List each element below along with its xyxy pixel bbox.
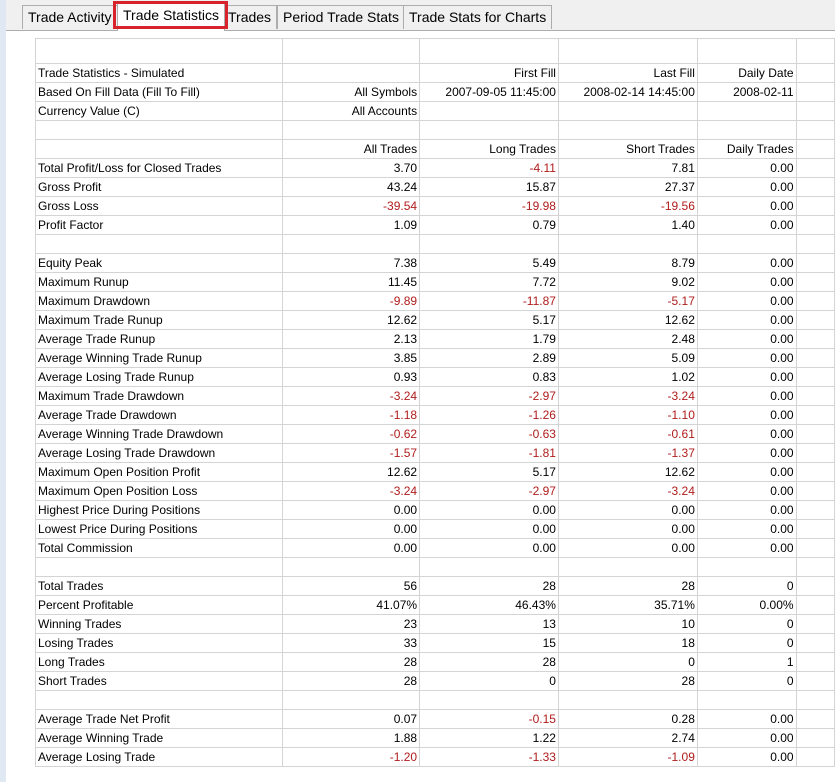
cell-long-trades: 1.79 bbox=[420, 330, 559, 349]
cell-daily-trades: 0.00 bbox=[697, 159, 796, 178]
cell-all-trades: 23 bbox=[283, 615, 420, 634]
cell-short-trades: 10 bbox=[558, 615, 697, 634]
cell-daily-trades: 0.00 bbox=[697, 368, 796, 387]
empty-cell bbox=[796, 425, 834, 444]
top-spacer-row bbox=[36, 39, 835, 64]
cell-long-trades: -19.98 bbox=[420, 197, 559, 216]
empty-cell bbox=[796, 729, 834, 748]
table-row bbox=[36, 729, 835, 748]
table-row bbox=[36, 653, 835, 672]
table-row bbox=[36, 615, 835, 634]
table-row bbox=[36, 425, 835, 444]
empty-cell bbox=[796, 292, 834, 311]
cell-long-trades: -0.15 bbox=[420, 710, 559, 729]
row-label: Average Losing Trade bbox=[36, 748, 283, 767]
cell-short-trades: 28 bbox=[558, 577, 697, 596]
cell-short-trades: 0.00 bbox=[558, 539, 697, 558]
empty-cell bbox=[796, 634, 834, 653]
cell-short-trades: 28 bbox=[558, 672, 697, 691]
empty-cell bbox=[796, 178, 834, 197]
row-label: Lowest Price During Positions bbox=[36, 520, 283, 539]
cell-all-trades: -1.57 bbox=[283, 444, 420, 463]
cell-all-trades: 33 bbox=[283, 634, 420, 653]
empty-cell bbox=[796, 216, 834, 235]
cell-all-trades: 1.09 bbox=[283, 216, 420, 235]
table-row bbox=[36, 482, 835, 501]
cell-all-trades: 0.93 bbox=[283, 368, 420, 387]
table-row bbox=[36, 159, 835, 178]
cell-long-trades: 13 bbox=[420, 615, 559, 634]
empty-cell bbox=[796, 501, 834, 520]
daily-date-value: 2008-02-11 bbox=[697, 83, 796, 102]
table-row bbox=[36, 501, 835, 520]
cell-long-trades: 0.83 bbox=[420, 368, 559, 387]
cell-long-trades: 1.22 bbox=[420, 729, 559, 748]
spacer-row bbox=[36, 691, 835, 710]
accounts-value: All Accounts bbox=[283, 102, 420, 121]
cell-short-trades: 0.00 bbox=[558, 501, 697, 520]
cell-all-trades: 43.24 bbox=[283, 178, 420, 197]
cell-all-trades: -1.18 bbox=[283, 406, 420, 425]
cell-long-trades: -2.97 bbox=[420, 482, 559, 501]
table-row bbox=[36, 254, 835, 273]
row-label: Average Winning Trade Runup bbox=[36, 349, 283, 368]
table-row bbox=[36, 368, 835, 387]
currency-label: Currency Value (C) bbox=[36, 102, 283, 121]
row-label: Average Winning Trade bbox=[36, 729, 283, 748]
cell-long-trades: -2.97 bbox=[420, 387, 559, 406]
table-row bbox=[36, 577, 835, 596]
row-label: Average Winning Trade Drawdown bbox=[36, 425, 283, 444]
cell-short-trades: 5.09 bbox=[558, 349, 697, 368]
row-label: Percent Profitable bbox=[36, 596, 283, 615]
cell-short-trades: -5.17 bbox=[558, 292, 697, 311]
empty-cell bbox=[796, 748, 834, 767]
cell-daily-trades: 0.00 bbox=[697, 501, 796, 520]
cell-short-trades: -1.09 bbox=[558, 748, 697, 767]
cell-daily-trades: 0.00 bbox=[697, 349, 796, 368]
empty-cell bbox=[796, 254, 834, 273]
cell-all-trades: -0.62 bbox=[283, 425, 420, 444]
row-label: Winning Trades bbox=[36, 615, 283, 634]
cell-short-trades: 2.74 bbox=[558, 729, 697, 748]
cell-short-trades: 0.00 bbox=[558, 520, 697, 539]
row-label: Average Losing Trade Runup bbox=[36, 368, 283, 387]
tab-strip bbox=[6, 0, 835, 31]
cell-long-trades: 0 bbox=[420, 672, 559, 691]
cell-long-trades: 0.00 bbox=[420, 539, 559, 558]
row-label: Average Trade Net Profit bbox=[36, 710, 283, 729]
cell-daily-trades: 0.00 bbox=[697, 330, 796, 349]
empty-cell bbox=[796, 615, 834, 634]
row-label: Gross Profit bbox=[36, 178, 283, 197]
empty-cell bbox=[796, 273, 834, 292]
cell-daily-trades: 1 bbox=[697, 653, 796, 672]
cell-long-trades: -11.87 bbox=[420, 292, 559, 311]
first-fill-label: First Fill bbox=[420, 64, 559, 83]
tab-trade-stats-for-charts[interactable]: Trade Stats for Charts bbox=[403, 5, 552, 29]
cell-long-trades: -4.11 bbox=[420, 159, 559, 178]
fill-data-label: Based On Fill Data (Fill To Fill) bbox=[36, 83, 283, 102]
cell-short-trades: 9.02 bbox=[558, 273, 697, 292]
cell-all-trades: 56 bbox=[283, 577, 420, 596]
row-label: Average Losing Trade Drawdown bbox=[36, 444, 283, 463]
cell-short-trades: -1.10 bbox=[558, 406, 697, 425]
statistics-panel bbox=[6, 31, 835, 782]
cell-long-trades: 5.17 bbox=[420, 311, 559, 330]
row-label: Average Trade Runup bbox=[36, 330, 283, 349]
empty-cell bbox=[796, 387, 834, 406]
spacer-row bbox=[36, 121, 835, 140]
col-header-daily-trades: Daily Trades bbox=[697, 140, 796, 159]
cell-daily-trades: 0.00% bbox=[697, 596, 796, 615]
cell-long-trades: 5.49 bbox=[420, 254, 559, 273]
empty-cell bbox=[796, 482, 834, 501]
cell-all-trades: 0.00 bbox=[283, 520, 420, 539]
cell-daily-trades: 0.00 bbox=[697, 406, 796, 425]
last-fill-value: 2008-02-14 14:45:00 bbox=[558, 83, 697, 102]
cell-long-trades: -1.26 bbox=[420, 406, 559, 425]
cell-daily-trades: 0.00 bbox=[697, 216, 796, 235]
empty-cell bbox=[796, 539, 834, 558]
table-row bbox=[36, 216, 835, 235]
empty-cell bbox=[796, 653, 834, 672]
table-row bbox=[36, 463, 835, 482]
cell-daily-trades: 0.00 bbox=[697, 311, 796, 330]
table-row bbox=[36, 292, 835, 311]
cell-long-trades: 5.17 bbox=[420, 463, 559, 482]
cell-long-trades: 15.87 bbox=[420, 178, 559, 197]
cell-long-trades: 0.79 bbox=[420, 216, 559, 235]
cell-daily-trades: 0.00 bbox=[697, 197, 796, 216]
cell-all-trades: 11.45 bbox=[283, 273, 420, 292]
cell-daily-trades: 0 bbox=[697, 634, 796, 653]
cell-short-trades: 0.28 bbox=[558, 710, 697, 729]
trade-statistics-grid bbox=[35, 38, 835, 767]
col-header-long-trades: Long Trades bbox=[420, 140, 559, 159]
cell-all-trades: 1.88 bbox=[283, 729, 420, 748]
empty-cell bbox=[796, 672, 834, 691]
cell-short-trades: 35.71% bbox=[558, 596, 697, 615]
cell-all-trades: 3.85 bbox=[283, 349, 420, 368]
cell-daily-trades: 0.00 bbox=[697, 387, 796, 406]
cell-short-trades: 12.62 bbox=[558, 311, 697, 330]
cell-all-trades: 3.70 bbox=[283, 159, 420, 178]
cell-short-trades: 8.79 bbox=[558, 254, 697, 273]
cell-daily-trades: 0 bbox=[697, 615, 796, 634]
row-label: Losing Trades bbox=[36, 634, 283, 653]
table-row bbox=[36, 387, 835, 406]
first-fill-value: 2007-09-05 11:45:00 bbox=[420, 83, 559, 102]
row-label: Gross Loss bbox=[36, 197, 283, 216]
empty-cell bbox=[796, 349, 834, 368]
fill-data-row bbox=[36, 83, 835, 102]
table-row bbox=[36, 634, 835, 653]
cell-short-trades: -19.56 bbox=[558, 197, 697, 216]
report-title: Trade Statistics - Simulated bbox=[36, 64, 283, 83]
row-label: Short Trades bbox=[36, 672, 283, 691]
cell-all-trades: -3.24 bbox=[283, 482, 420, 501]
empty-cell bbox=[796, 463, 834, 482]
cell-long-trades: 0.00 bbox=[420, 501, 559, 520]
cell-long-trades: 2.89 bbox=[420, 349, 559, 368]
tab-period-trade-stats[interactable]: Period Trade Stats bbox=[277, 5, 405, 29]
cell-daily-trades: 0.00 bbox=[697, 539, 796, 558]
empty-cell bbox=[796, 577, 834, 596]
table-row bbox=[36, 178, 835, 197]
tab-trades[interactable]: Trades bbox=[222, 5, 277, 29]
table-row bbox=[36, 349, 835, 368]
cell-short-trades: -0.61 bbox=[558, 425, 697, 444]
cell-all-trades: -3.24 bbox=[283, 387, 420, 406]
empty-cell bbox=[796, 596, 834, 615]
cell-short-trades: 18 bbox=[558, 634, 697, 653]
cell-all-trades: 41.07% bbox=[283, 596, 420, 615]
empty-cell bbox=[796, 368, 834, 387]
cell-short-trades: 2.48 bbox=[558, 330, 697, 349]
row-label: Profit Factor bbox=[36, 216, 283, 235]
cell-daily-trades: 0.00 bbox=[697, 482, 796, 501]
title-row bbox=[36, 64, 835, 83]
empty-cell bbox=[796, 330, 834, 349]
empty-cell bbox=[796, 197, 834, 216]
symbols-value: All Symbols bbox=[283, 83, 420, 102]
cell-long-trades: -1.81 bbox=[420, 444, 559, 463]
cell-long-trades: 15 bbox=[420, 634, 559, 653]
cell-short-trades: 12.62 bbox=[558, 463, 697, 482]
cell-long-trades: 46.43% bbox=[420, 596, 559, 615]
cell-daily-trades: 0.00 bbox=[697, 748, 796, 767]
tab-trade-statistics[interactable]: Trade Statistics bbox=[117, 3, 225, 31]
table-row bbox=[36, 710, 835, 729]
table-row bbox=[36, 311, 835, 330]
row-label: Maximum Trade Drawdown bbox=[36, 387, 283, 406]
cell-all-trades: -1.20 bbox=[283, 748, 420, 767]
cell-daily-trades: 0.00 bbox=[697, 178, 796, 197]
cell-all-trades: 28 bbox=[283, 672, 420, 691]
cell-all-trades: -9.89 bbox=[283, 292, 420, 311]
cell-daily-trades: 0.00 bbox=[697, 444, 796, 463]
table-row bbox=[36, 748, 835, 767]
last-fill-label: Last Fill bbox=[558, 64, 697, 83]
spacer-row bbox=[36, 558, 835, 577]
cell-all-trades: -39.54 bbox=[283, 197, 420, 216]
cell-all-trades: 0.00 bbox=[283, 539, 420, 558]
cell-long-trades: 7.72 bbox=[420, 273, 559, 292]
col-header-all-trades: All Trades bbox=[283, 140, 420, 159]
table-row bbox=[36, 520, 835, 539]
empty-cell bbox=[796, 311, 834, 330]
empty-cell bbox=[796, 710, 834, 729]
cell-all-trades: 12.62 bbox=[283, 463, 420, 482]
cell-daily-trades: 0.00 bbox=[697, 710, 796, 729]
empty-cell bbox=[796, 444, 834, 463]
cell-daily-trades: 0 bbox=[697, 577, 796, 596]
currency-row bbox=[36, 102, 835, 121]
row-label: Long Trades bbox=[36, 653, 283, 672]
tab-trade-activity[interactable]: Trade Activity bbox=[22, 5, 118, 29]
cell-daily-trades: 0.00 bbox=[697, 425, 796, 444]
row-label: Highest Price During Positions bbox=[36, 501, 283, 520]
empty-cell bbox=[796, 159, 834, 178]
cell-long-trades: 28 bbox=[420, 653, 559, 672]
table-row bbox=[36, 596, 835, 615]
row-label: Maximum Trade Runup bbox=[36, 311, 283, 330]
cell-daily-trades: 0 bbox=[697, 672, 796, 691]
table-row bbox=[36, 672, 835, 691]
row-label: Total Trades bbox=[36, 577, 283, 596]
table-row bbox=[36, 406, 835, 425]
cell-short-trades: -3.24 bbox=[558, 387, 697, 406]
cell-all-trades: 0.00 bbox=[283, 501, 420, 520]
cell-daily-trades: 0.00 bbox=[697, 463, 796, 482]
cell-long-trades: -1.33 bbox=[420, 748, 559, 767]
cell-short-trades: 1.02 bbox=[558, 368, 697, 387]
cell-short-trades: 27.37 bbox=[558, 178, 697, 197]
cell-daily-trades: 0.00 bbox=[697, 729, 796, 748]
cell-short-trades: -3.24 bbox=[558, 482, 697, 501]
column-header-row bbox=[36, 140, 835, 159]
cell-all-trades: 28 bbox=[283, 653, 420, 672]
cell-daily-trades: 0.00 bbox=[697, 292, 796, 311]
col-header-short-trades: Short Trades bbox=[558, 140, 697, 159]
row-label: Average Trade Drawdown bbox=[36, 406, 283, 425]
row-label: Maximum Drawdown bbox=[36, 292, 283, 311]
cell-short-trades: 7.81 bbox=[558, 159, 697, 178]
cell-daily-trades: 0.00 bbox=[697, 273, 796, 292]
cell-long-trades: -0.63 bbox=[420, 425, 559, 444]
row-label: Total Commission bbox=[36, 539, 283, 558]
table-row bbox=[36, 197, 835, 216]
table-row bbox=[36, 444, 835, 463]
empty-cell bbox=[796, 406, 834, 425]
row-label: Maximum Open Position Profit bbox=[36, 463, 283, 482]
table-row bbox=[36, 330, 835, 349]
cell-all-trades: 12.62 bbox=[283, 311, 420, 330]
row-label: Maximum Runup bbox=[36, 273, 283, 292]
cell-long-trades: 28 bbox=[420, 577, 559, 596]
cell-daily-trades: 0.00 bbox=[697, 254, 796, 273]
cell-daily-trades: 0.00 bbox=[697, 520, 796, 539]
cell-all-trades: 0.07 bbox=[283, 710, 420, 729]
row-label: Total Profit/Loss for Closed Trades bbox=[36, 159, 283, 178]
cell-all-trades: 2.13 bbox=[283, 330, 420, 349]
empty-cell bbox=[796, 520, 834, 539]
table-row bbox=[36, 273, 835, 292]
daily-date-label: Daily Date bbox=[697, 64, 796, 83]
cell-short-trades: 1.40 bbox=[558, 216, 697, 235]
spacer-row bbox=[36, 235, 835, 254]
cell-short-trades: 0 bbox=[558, 653, 697, 672]
row-label: Equity Peak bbox=[36, 254, 283, 273]
cell-short-trades: -1.37 bbox=[558, 444, 697, 463]
row-label: Maximum Open Position Loss bbox=[36, 482, 283, 501]
cell-all-trades: 7.38 bbox=[283, 254, 420, 273]
table-row bbox=[36, 539, 835, 558]
cell-long-trades: 0.00 bbox=[420, 520, 559, 539]
